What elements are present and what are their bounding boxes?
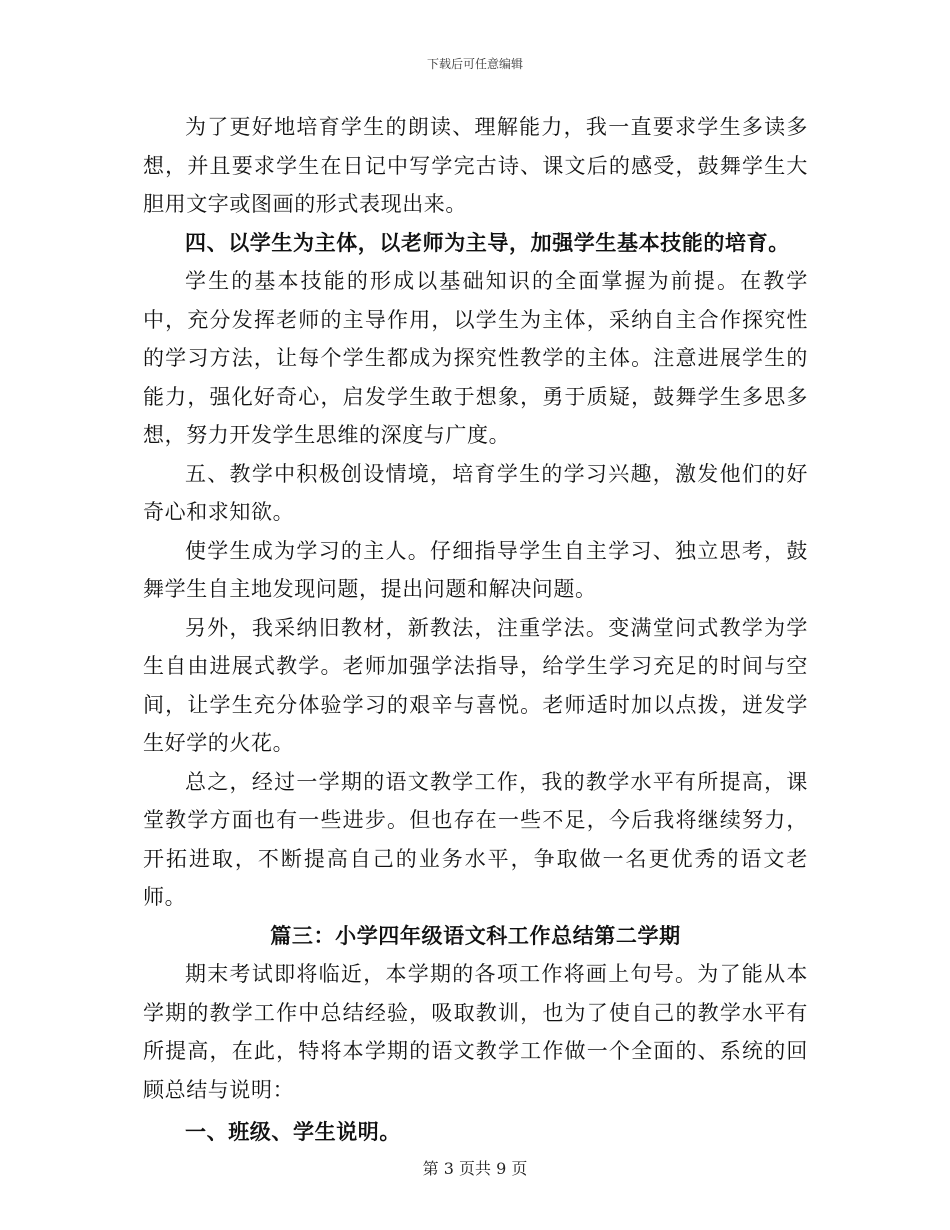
paragraph-5: 另外，我采纳旧教材，新教法，注重学法。变满堂问式教学为学生自由进展式教学。老师加强学法指导，给学生学习充足的时间与空间，让学生充分体验学习的艰辛与喜悦。老师适时加以点拨，迸发学生好学的火花。 (143, 615, 808, 755)
chapter-title: 篇三：小学四年级语文科工作总结第二学期 (270, 922, 681, 948)
paragraph-6: 总之，经过一学期的语文教学工作，我的教学水平有所提高，课堂教学方面也有一些进步。但也存在一些不足，今后我将继续努力，开拓进取，不断提高自己的业务水平，争取做一名更优秀的语文老师。 (143, 769, 808, 909)
paragraph-4: 使学生成为学习的主人。仔细指导学生自主学习、独立思考，鼓舞学生自主地发现问题，提出问题和解决问题。 (143, 538, 808, 601)
section-heading-1: 一、班级、学生说明。 (185, 1119, 401, 1144)
page-header: 下载后可任意编辑 (426, 57, 523, 71)
paragraph-3: 五、教学中积极创设情境，培育学生的学习兴趣，激发他们的好奇心和求知欲。 (143, 461, 808, 524)
document-body (143, 108, 808, 1152)
paragraph-1: 为了更好地培育学生的朗读、理解能力，我一直要求学生多读多想，并且要求学生在日记中写学完古诗、课文后的感受，鼓舞学生大胆用文字或图画的形式表现出来。 (143, 115, 808, 216)
paragraph-2: 学生的基本技能的形成以基础知识的全面掌握为前提。在教学中，充分发挥老师的主导作用，以学生为主体，采纳自主合作探究性的学习方法，让每个学生都成为探究性教学的主体。注意进展学生的能力，强化好奇心，启发学生敢于想象，勇于质疑，鼓舞学生多思多想，努力开发学生思维的深度与广度。 (143, 269, 808, 447)
paragraph-7: 期末考试即将临近，本学期的各项工作将画上句号。为了能从本学期的教学工作中总结经验，吸取教训，也为了使自己的教学水平有所提高，在此，特将本学期的语文教学工作做一个全面的、系统的回顾总结与说明： (143, 962, 808, 1102)
page-footer: 第 3 页共 9 页 (422, 1159, 528, 1178)
section-heading-4: 四、以学生为主体，以老师为主导，加强学生基本技能的培育。 (185, 229, 790, 255)
